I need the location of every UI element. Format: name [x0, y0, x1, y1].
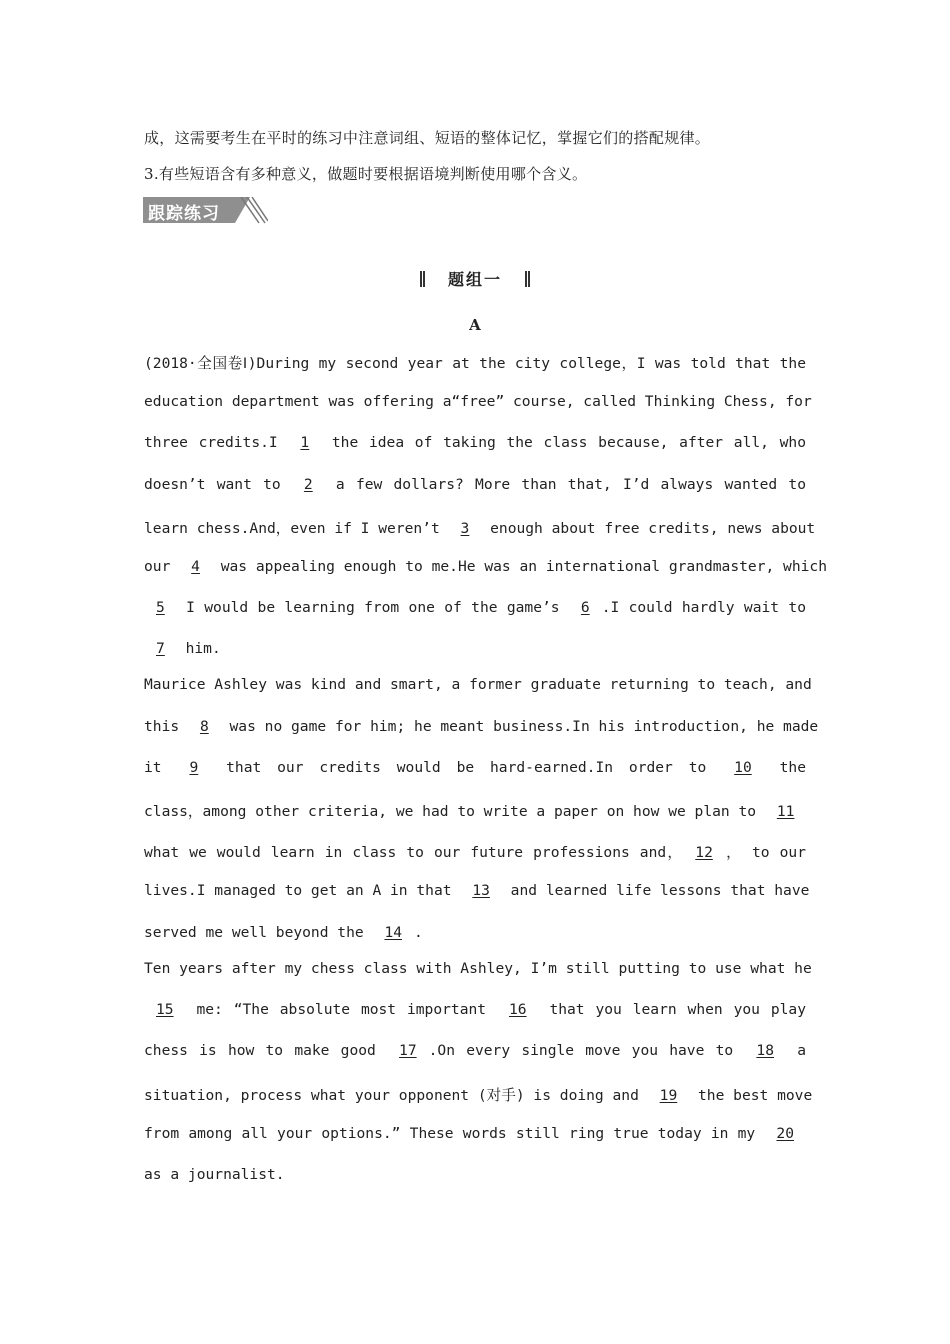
passage-text: doesn’t want to: [144, 476, 292, 493]
blank-number: 8: [199, 718, 209, 735]
answer-blank: [497, 1001, 539, 1018]
blank-number: 12: [695, 844, 713, 861]
intro-line-2: 3.有些短语含有多种意义，做题时要根据语境判断使用哪个含义。: [144, 165, 588, 183]
blank-number: 10: [734, 759, 752, 776]
blank-number: 4: [191, 558, 200, 575]
group-title: [0, 267, 950, 290]
answer-blank: [144, 1001, 186, 1018]
passage-line: [144, 960, 812, 977]
blank-number: 5: [156, 599, 165, 616]
banner-label: 跟踪练习: [148, 204, 220, 224]
answer-blank: [460, 882, 502, 899]
blank-number: 2: [303, 476, 313, 493]
passage-text: Ten years after my chess class with Ashley, I’m still putting to use what he: [144, 960, 812, 977]
passage-text: chess is how to make good: [144, 1042, 388, 1059]
blank-number: 20: [776, 1125, 794, 1142]
blank-number: 1: [300, 434, 310, 451]
passage-text: learn chess.And，even if I weren’t: [144, 520, 449, 537]
blank-number: 13: [472, 882, 490, 899]
passage-line: [144, 1125, 806, 1142]
passage-text: and learned life lessons that have: [501, 882, 810, 899]
answer-blank: [292, 476, 325, 493]
passage-line: [144, 517, 816, 538]
passage-line: [144, 393, 812, 410]
passage-line: [144, 1001, 806, 1018]
passage-text: enough about free credits, news about: [481, 520, 816, 537]
group-title-text: 题组一: [447, 270, 502, 289]
passage-text: from among all your options.” These words still ring true today in my: [144, 1125, 765, 1142]
passage-line: [144, 1042, 806, 1059]
passage-line: [144, 676, 812, 693]
answer-blank: [765, 803, 807, 820]
passage-line: [144, 924, 806, 941]
passage-text: .On every single move you have to: [428, 1042, 745, 1059]
blank-number: 16: [508, 1001, 527, 1018]
blank-number: 18: [756, 1042, 774, 1059]
answer-blank: [722, 759, 764, 776]
section-letter: A: [469, 316, 481, 334]
passage-text: the best move: [689, 1087, 813, 1104]
passage-line: [144, 599, 806, 616]
answer-blank: [569, 599, 602, 616]
answer-blank: [764, 1125, 806, 1142]
passage-text: .I could hardly wait to: [601, 599, 806, 616]
passage-text: our: [144, 558, 180, 575]
passage-line: [144, 1166, 806, 1183]
passage-line: [144, 882, 810, 899]
blank-number: 6: [580, 599, 590, 616]
passage-text: what we would learn in class to our future professions and，: [144, 844, 684, 861]
passage-line: [144, 841, 806, 862]
answer-blank: [648, 1087, 690, 1104]
passage-text: ， to our: [724, 844, 806, 861]
passage-text: class，among other criteria, we had to write a paper on how we plan to: [144, 803, 765, 820]
passage-text: Maurice Ashley was kind and smart, a former graduate returning to teach, and: [144, 676, 812, 693]
passage-text: this: [144, 718, 188, 735]
passage-line: [144, 352, 806, 373]
answer-blank: [144, 599, 177, 616]
passage-text: (2018·全国卷Ⅰ)During my second year at the city college，I was told that the: [144, 355, 806, 372]
passage-text: that you learn when you play: [538, 1001, 806, 1018]
passage-text: was appealing enough to me.He was an international grandmaster, which: [211, 558, 827, 575]
passage-line: [144, 759, 806, 776]
answer-blank: [179, 558, 212, 575]
passage-text: the: [763, 759, 806, 776]
bracket-right-icon: [525, 271, 530, 287]
blank-number: 7: [156, 640, 165, 657]
passage-text: that our credits would be hard-earned.In order to: [210, 759, 723, 776]
blank-number: 14: [384, 924, 403, 941]
passage-text: it: [144, 759, 178, 776]
passage-text: three credits.I: [144, 434, 289, 451]
answer-blank: [449, 520, 482, 537]
passage-text: situation, process what your opponent (对手) is doing and: [144, 1087, 648, 1104]
passage-text: a few dollars? More than that, I’d always wanted to: [324, 476, 806, 493]
passage-line: [144, 718, 819, 735]
answer-blank: [188, 718, 221, 735]
passage-text: education department was offering a“free” course, called Thinking Chess, for: [144, 393, 812, 410]
blank-number: 17: [399, 1042, 417, 1059]
passage-text: served me well beyond the: [144, 924, 373, 941]
intro-line-1: 成，这需要考生在平时的练习中注意词组、短语的整体记忆，掌握它们的搭配规律。: [144, 129, 711, 147]
bracket-left-icon: [420, 271, 425, 287]
passage-text: was no game for him; he meant business.In his introduction, he made: [220, 718, 819, 735]
passage-line: [144, 558, 827, 575]
passage-line: [144, 1084, 813, 1105]
passage-text: I would be learning from one of the game’s: [176, 599, 569, 616]
passage-text: him.: [176, 640, 221, 657]
answer-blank: [144, 640, 177, 657]
passage-line: [144, 640, 806, 657]
blank-number: 3: [460, 520, 470, 537]
passage-text: lives.I managed to get an A in that: [144, 882, 461, 899]
passage-text: the idea of taking the class because, after all, who: [321, 434, 806, 451]
passage-line: [144, 434, 806, 451]
section-banner: [143, 197, 268, 227]
answer-blank: [288, 434, 321, 451]
answer-blank: [177, 759, 210, 776]
passage-text: me: “The absolute most important: [185, 1001, 497, 1018]
blank-number: 11: [776, 803, 795, 820]
answer-blank: [683, 844, 725, 861]
passage-text: .: [414, 924, 423, 941]
passage-text: as a journalist.: [144, 1166, 285, 1183]
passage-text: a: [785, 1042, 806, 1059]
blank-number: 9: [189, 759, 199, 776]
answer-blank: [744, 1042, 786, 1059]
blank-number: 15: [156, 1001, 174, 1018]
answer-blank: [372, 924, 414, 941]
passage-line: [144, 800, 806, 821]
blank-number: 19: [659, 1087, 678, 1104]
passage-line: [144, 476, 806, 493]
answer-blank: [387, 1042, 429, 1059]
